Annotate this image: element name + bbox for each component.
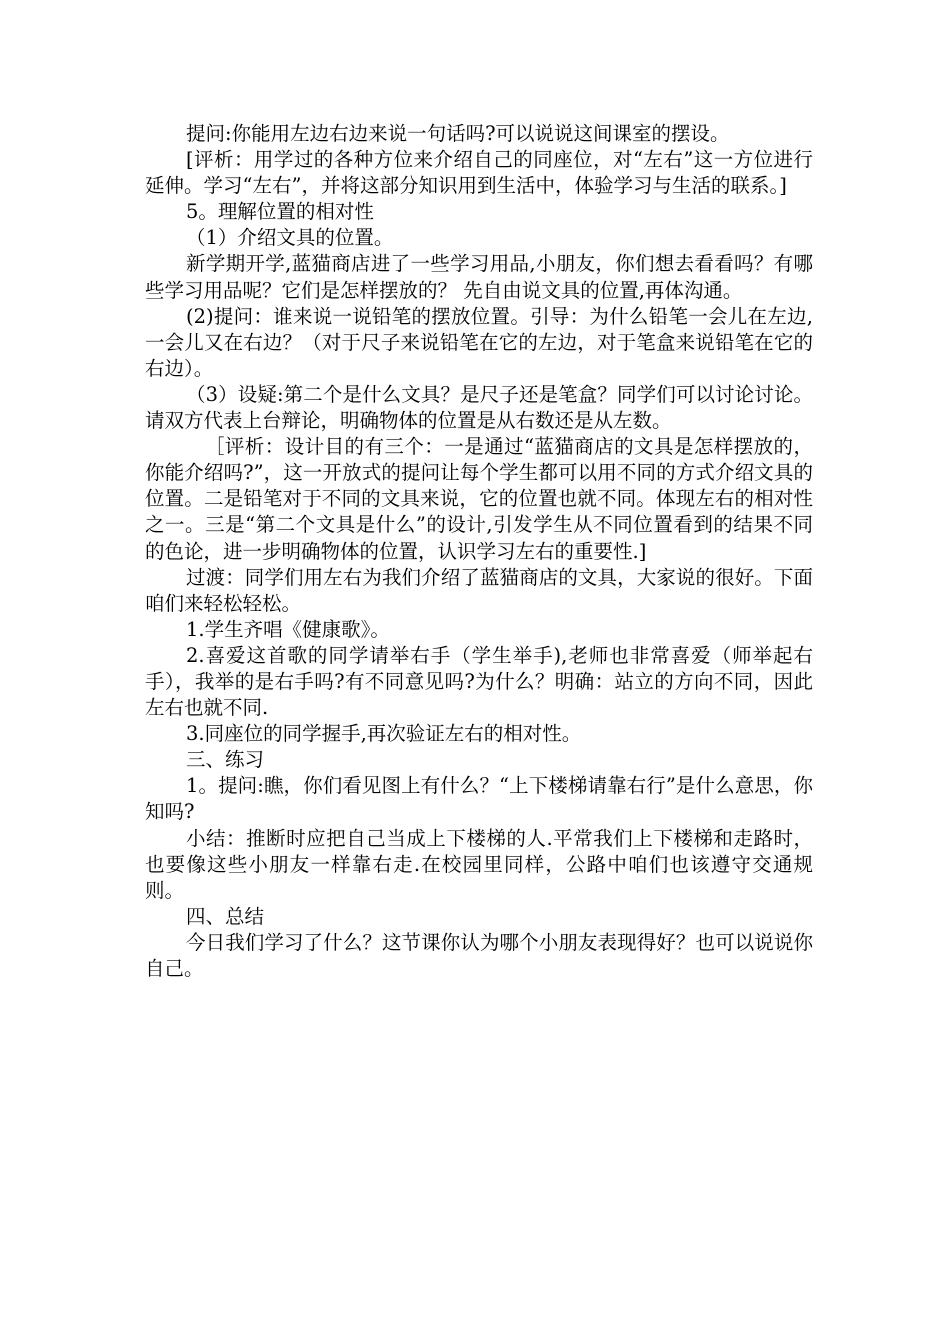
paragraph-review-1: [评析：用学过的各种方位来介绍自己的同座位，对“左右”这一方位进行延伸。学习“左右”，并将这部分知识用到生活中，体验学习与生活的联系。] bbox=[145, 148, 813, 198]
section-heading-summary: 四、总结 bbox=[186, 904, 265, 928]
paragraph-question-left-right: 提问:你能用左边右边来说一句话吗?可以说说这间课室的摆设。 bbox=[186, 122, 730, 145]
paragraph-closing: 今日我们学习了什么？这节课你认为哪个小朋友表现得好？也可以说说你自己。 bbox=[145, 930, 813, 980]
paragraph-second-item: （3）设疑:第二个是什么文具？是尺子还是笔盒？同学们可以讨论讨论。请双方代表上台辩论，明确物体的位置是从右数还是从左数。 bbox=[145, 382, 813, 433]
paragraph-review-2: ［评析：设计目的有三个：一是通过“蓝猫商店的文具是怎样摆放的，你能介绍吗?”，这一开放式的提问让每个学生都可以用不同的方式介绍文具的位置。二是铅笔对于不同的文具来说，它的位置也就不同。体现左右的相对性之一。三是“第二个文具是什么”的设计,引发学生从不同位置看到的结果不同的色论，进一步明确物体的位置，认识学习左右的重要性.] bbox=[145, 435, 813, 563]
paragraph-pencil-position: (2)提问：谁来说一说铅笔的摆放位置。引导：为什么铅笔一会儿在左边,一会儿又在右边？（对于尺子来说铅笔在它的左边，对于笔盒来说铅笔在它的右边）。 bbox=[145, 304, 813, 380]
section-heading-5: 5。理解位置的相对性 bbox=[186, 200, 374, 224]
list-item-1: 1.学生齐唱《健康歌》。 bbox=[186, 617, 390, 641]
paragraph-transition: 过渡：同学们用左右为我们介绍了蓝猫商店的文具，大家说的很好。下面咱们来轻松轻松。 bbox=[145, 565, 813, 615]
paragraph-summary-note: 小结：推断时应把自己当成上下楼梯的人.平常我们上下楼梯和走路时，也要像这些小朋友一样靠右走.在校园里同样，公路中咱们也该遵守交通规则。 bbox=[145, 826, 813, 902]
paragraph-new-semester: 新学期开学,蓝猫商店进了一些学习用品,小朋友，你们想去看看吗？有哪些学习用品呢？它们是怎样摆放的？ 先自由说文具的位置,再体沟通。 bbox=[145, 252, 813, 302]
section-heading-practice: 三、练习 bbox=[186, 748, 265, 772]
list-item-3: 3.同座位的同学握手,再次验证左右的相对性。 bbox=[186, 722, 582, 746]
list-item-2: 2.喜爱这首歌的同学请举右手（学生举手),老师也非常喜爱（师举起右手），我举的是右手吗?有不同意见吗?为什么？明确：站立的方向不同，因此左右也就不同. bbox=[145, 643, 813, 720]
document-body bbox=[145, 121, 813, 982]
paragraph-stairs-question: 1。提问:瞧，你们看见图上有什么？“上下楼梯请靠右行”是什么意思，你知吗? bbox=[145, 774, 813, 824]
subheading-1: （1）介绍文具的位置。 bbox=[186, 226, 394, 250]
